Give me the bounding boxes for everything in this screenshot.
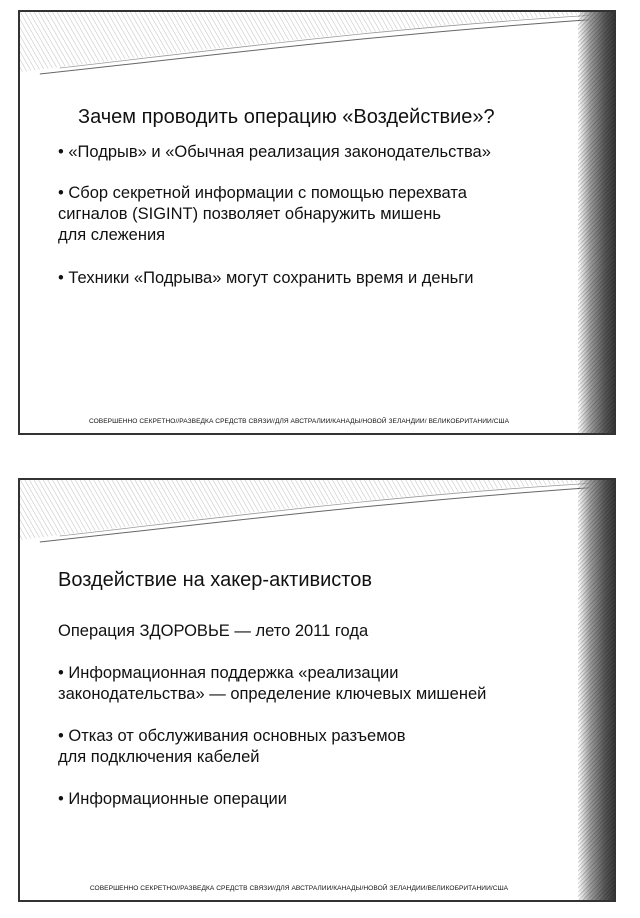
slide-2 (18, 478, 616, 902)
classification-footer: СОВЕРШЕННО СЕКРЕТНО//РАЗВЕДКА СРЕДСТВ СВЯЗИ//ДЛЯ АВСТРАЛИИ/КАНАДЫ/НОВОЙ ЗЕЛАНДИИ/ ВЕЛИКОБРИТАНИИ/США (88, 418, 510, 425)
bullet-3: • Информационные операции (58, 790, 287, 808)
bullet-1-line-2: законодательства» — определение ключевых мишеней (58, 685, 487, 703)
header-swoosh-decoration (20, 480, 614, 560)
right-gradient-band (578, 480, 614, 900)
slide-title: Воздействие на хакер-активистов (58, 569, 372, 591)
bullet-1: • «Подрыв» и «Обычная реализация законодательства» (58, 143, 491, 161)
classification-footer: СОВЕРШЕННО СЕКРЕТНО//РАЗВЕДКА СРЕДСТВ СВЯЗИ//ДЛЯ АВСТРАЛИИ/КАНАДЫ/НОВОЙ ЗЕЛАНДИИ/ВЕЛИКОБРИТАНИИ/США (89, 885, 509, 892)
slide-1 (18, 10, 616, 435)
bullet-1-line-1: • Информационная поддержка «реализации (58, 664, 399, 682)
bullet-2-line-3: для слежения (58, 226, 166, 244)
bullet-2-line-1: • Отказ от обслуживания основных разъемов (58, 727, 406, 745)
bullet-2-line-2: для подключения кабелей (58, 748, 260, 766)
header-swoosh-decoration (20, 12, 614, 92)
bullet-2-line-2: сигналов (SIGINT) позволяет обнаружить мишень (58, 205, 441, 223)
slide-subtitle: Операция ЗДОРОВЬЕ — лето 2011 года (58, 622, 369, 640)
bullet-2-line-1: • Сбор секретной информации с помощью перехвата (58, 184, 467, 202)
slide-title: Зачем проводить операцию «Воздействие»? (78, 106, 495, 128)
bullet-3: • Техники «Подрыва» могут сохранить время и деньги (58, 269, 474, 287)
right-gradient-band (578, 12, 614, 433)
